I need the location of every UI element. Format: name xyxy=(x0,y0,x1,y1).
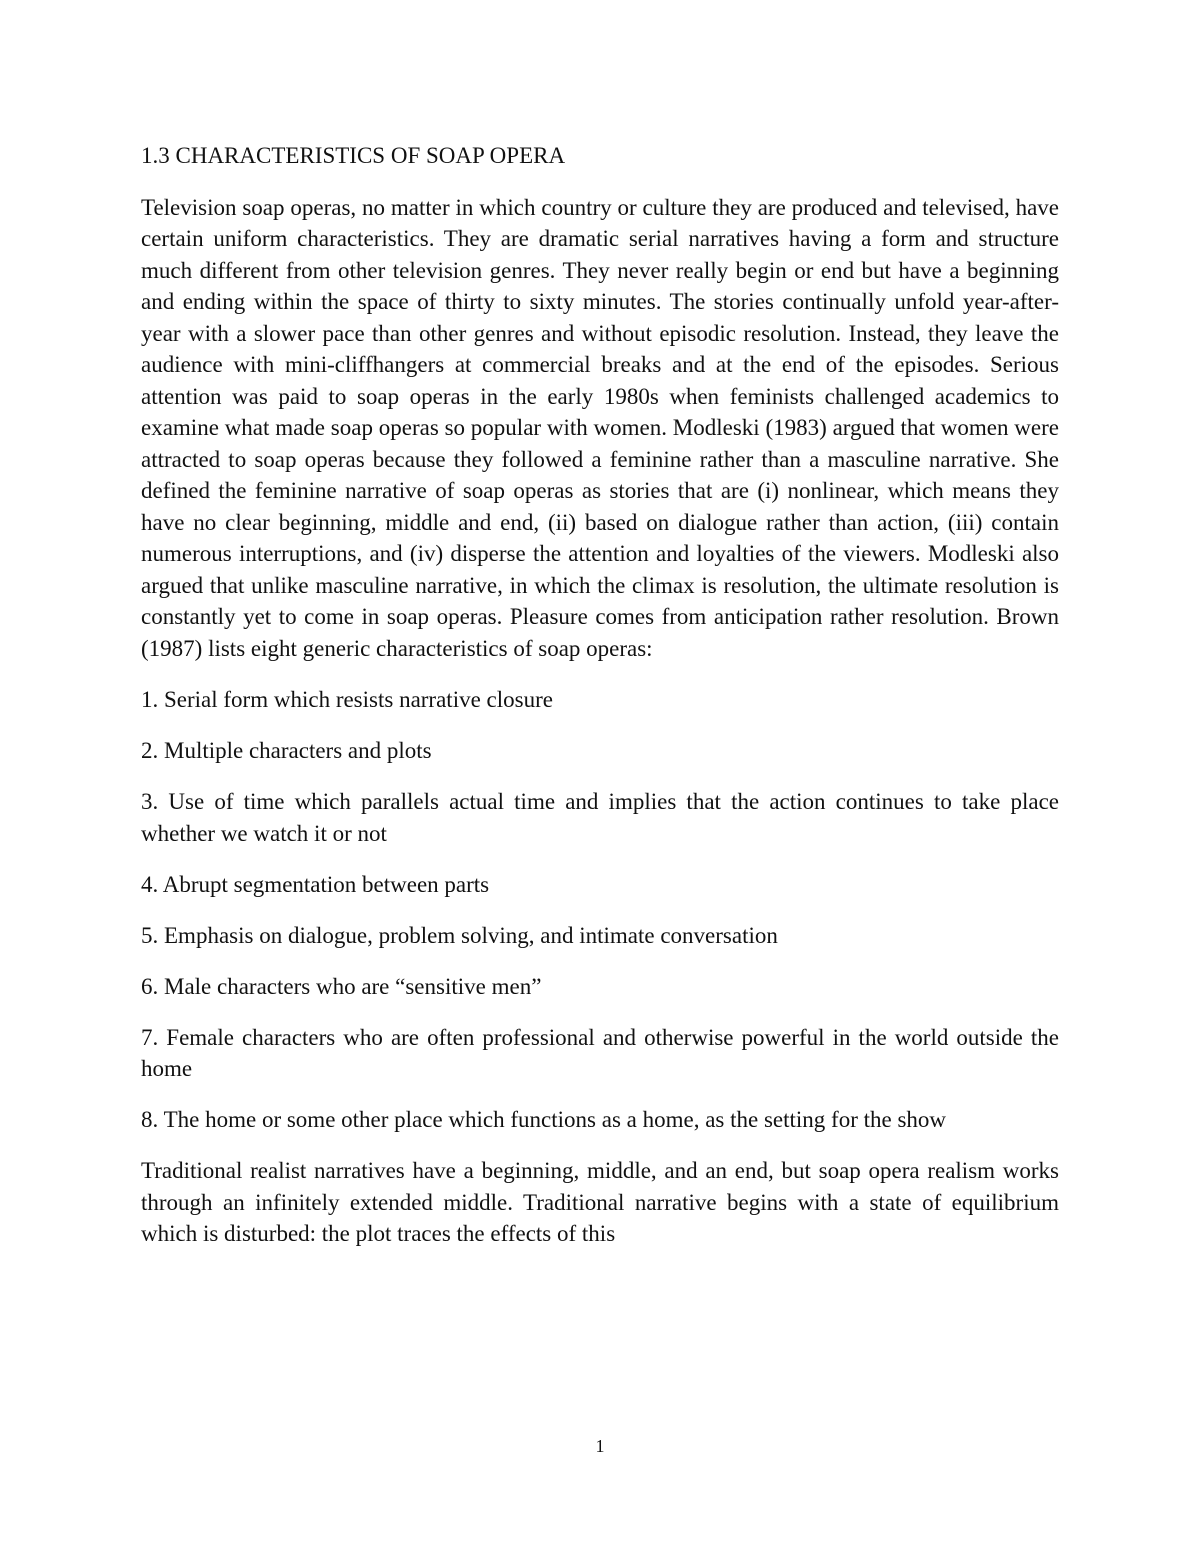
list-item: 1. Serial form which resists narrative closure xyxy=(141,687,553,712)
list-item: 8. The home or some other place which functions as a home, as the setting for the show xyxy=(141,1107,947,1132)
list-item: 7. Female characters who are often professional and otherwise powerful in the world outside the home xyxy=(141,1024,1059,1081)
section-heading: 1.3 CHARACTERISTICS OF SOAP OPERA xyxy=(141,143,566,168)
intro-paragraph: Television soap operas, no matter in which country or culture they are produced and televised, have certain uniform characteristics. They are dramatic serial narratives having a form and structure much different from other television genres. They never really begin or end but have a beginning and ending within the space of thirty to sixty minutes. The stories continually unfold year-after-year with a slower pace than other genres and without episodic resolution. Instead, they leave the audience with mini-cliffhangers at commercial breaks and at the end of the episodes. Serious attention was paid to soap operas in the early 1980s when feminists challenged academics to examine what made soap operas so popular with women. Modleski (1983) argued that women were attracted to soap operas because they followed a feminine rather than a masculine narrative. She defined the feminine narrative of soap operas as stories that are (i) nonlinear, which means they have no clear beginning, middle and end, (ii) based on dialogue rather than action, (iii) contain numerous interruptions, and (iv) disperse the attention and loyalties of the viewers. Modleski also argued that unlike masculine narrative, in which the climax is resolution, the ultimate resolution is constantly yet to come in soap operas. Pleasure comes from anticipation rather resolution. Brown (1987) lists eight generic characteristics of soap operas: xyxy=(141,194,1059,661)
list-item: 5. Emphasis on dialogue, problem solving, and intimate conversation xyxy=(141,922,778,948)
page-content xyxy=(141,140,1059,1250)
list-item: 3. Use of time which parallels actual time and implies that the action continues to take place whether we watch it or not xyxy=(141,789,1059,846)
list-item: 4. Abrupt segmentation between parts xyxy=(141,871,490,897)
closing-paragraph: Traditional realist narratives have a beginning, middle, and an end, but soap opera realism works through an infinitely extended middle. Traditional narrative begins with a state of equilibrium which is disturbed: the plot traces the effects of this xyxy=(141,1158,1059,1246)
page-number: 1 xyxy=(595,1436,605,1456)
list-item: 6. Male characters who are “sensitive men” xyxy=(141,973,542,999)
list-item: 2. Multiple characters and plots xyxy=(141,738,432,763)
characteristics-list xyxy=(141,684,1059,1136)
